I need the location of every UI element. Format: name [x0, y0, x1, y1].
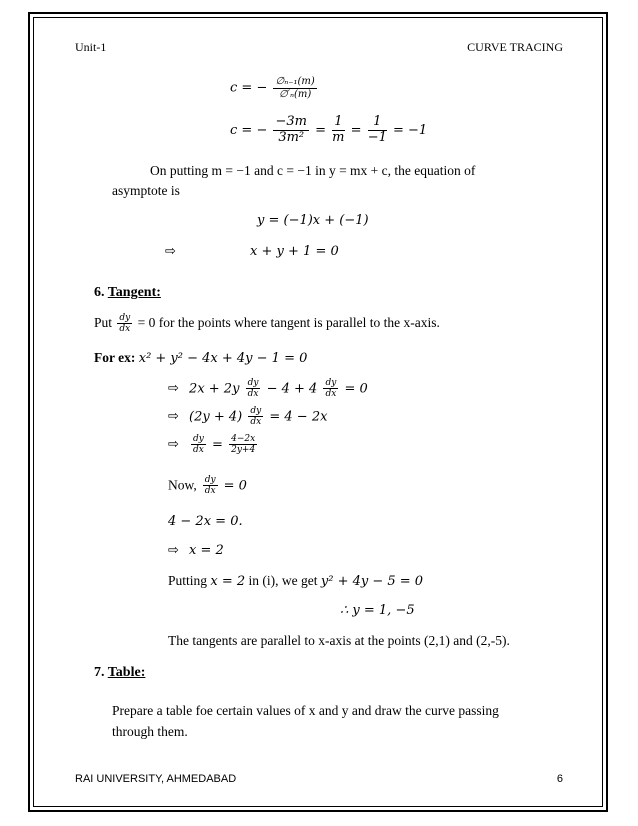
paragraph-line: asymptote is	[112, 183, 180, 198]
tangent-instruction: Put $\frac{dy}{dx}$ = 0 for the points where tangent is parallel to the x-axis.	[94, 313, 440, 335]
putting-line: Putting x = 2 in (i), we get y² + 4y − 5 = 0	[168, 573, 424, 589]
implies-arrow-icon: ⇨	[168, 409, 179, 425]
derivation-step: ⇨ (2y + 4) $\frac{dy}{dx}$ = 4 − 2x	[168, 406, 328, 428]
derivation-step: ⇨ 2x + 2y $\frac{dy}{dx}$ − 4 + 4 $\frac{dy}{dx}$ = 0	[168, 378, 368, 400]
equation-c-value: c = − $\frac{-3m}{\text{3m²}}$ = $\frac{1}{m}$ = $\frac{1}{-1}$ = −1	[230, 114, 428, 145]
derivation-step: 4 − 2x = 0.	[168, 514, 243, 529]
therefore-line: ∴ y = 1, −5	[340, 603, 415, 618]
implies-arrow-icon: ⇨	[168, 381, 179, 397]
example-line: For ex: x² + y² − 4x + 4y − 1 = 0	[94, 350, 308, 366]
section-heading-tangent: 6. Tangent:	[94, 285, 161, 300]
paragraph-line: Prepare a table foe certain values of x and y and draw the curve passing	[112, 703, 499, 718]
page-number: 6	[556, 773, 563, 785]
derivation-step: ⇨ $\frac{dy}{dx}$ = $\frac{4-2x}{2y+4}$	[168, 434, 256, 456]
paragraph-line: On putting m = −1 and c = −1 in y = mx + c, the equation of	[150, 163, 476, 178]
implies-arrow-icon: ⇨	[168, 437, 179, 453]
implies-arrow-icon: ⇨	[165, 244, 176, 259]
header-unit: Unit-1	[75, 40, 107, 54]
conclusion-line: The tangents are parallel to x-axis at the points (2,1) and (2,-5).	[168, 633, 510, 648]
equation-asymptote: y = (−1)x + (−1)	[257, 213, 369, 228]
fraction: $\frac{\text{∅ₙ₋₁(m)}}{\text{∅′ₙ(m)}}$	[275, 76, 315, 100]
header-title: CURVE TRACING	[467, 40, 563, 54]
paragraph-line: through them.	[112, 724, 188, 739]
footer-university: RAI UNIVERSITY, AHMEDABAD	[75, 773, 237, 785]
derivation-step: ⇨ x = 2	[168, 543, 224, 558]
equation-c-phi: c = − $\frac{\text{∅ₙ₋₁(m)}}{\text{∅′ₙ(m)}}$	[230, 76, 315, 100]
implies-arrow-icon: ⇨	[168, 543, 179, 558]
section-heading-table: 7. Table:	[94, 665, 146, 680]
now-line: Now, $\frac{dy}{dx}$ = 0	[168, 475, 247, 497]
equation-asymptote-final: ⇨ x + y + 1 = 0	[165, 244, 339, 259]
